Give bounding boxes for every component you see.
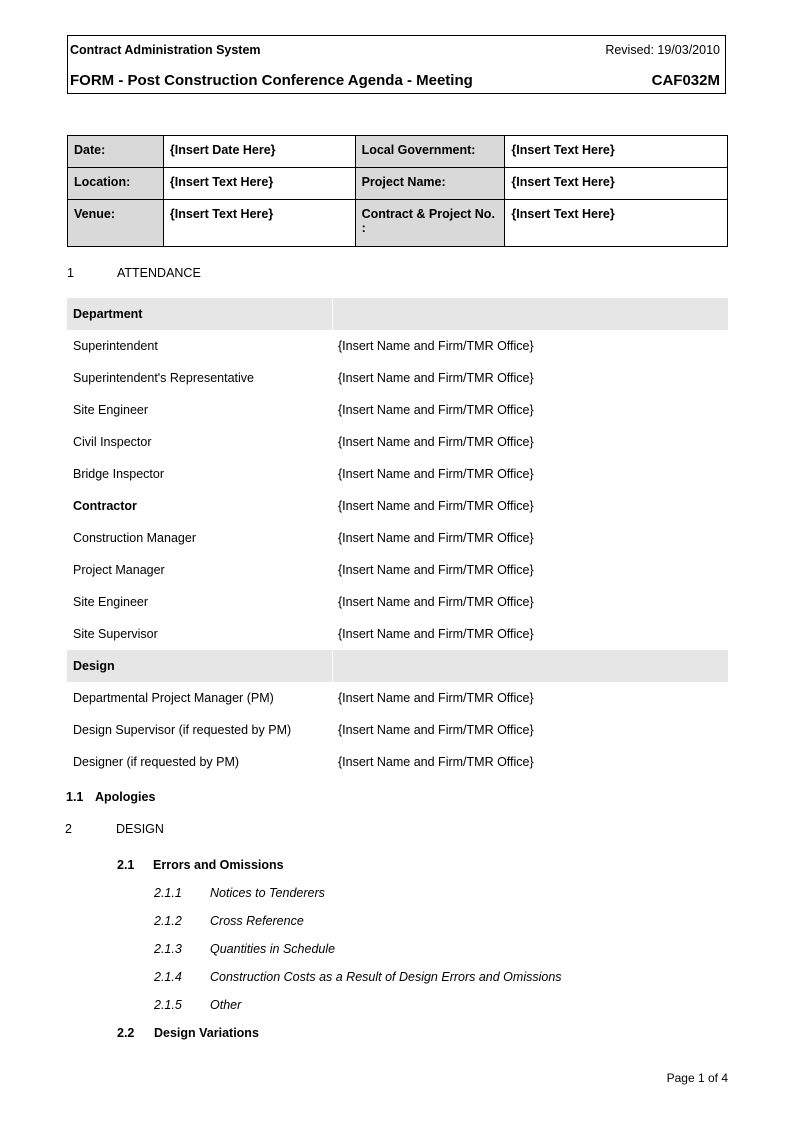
section-number: 2 bbox=[65, 822, 72, 836]
item-text: Cross Reference bbox=[210, 914, 304, 928]
item-text: Notices to Tenderers bbox=[210, 886, 325, 900]
attendee-name-field[interactable]: {Insert Name and Firm/TMR Office} bbox=[338, 435, 534, 449]
venue-field[interactable]: {Insert Text Here} bbox=[163, 200, 355, 247]
contract-project-no-label: Contract & Project No. : bbox=[355, 200, 505, 247]
attendance-row bbox=[67, 554, 728, 586]
item-2-1-4 bbox=[154, 970, 654, 990]
form-code: CAF032M bbox=[651, 72, 720, 89]
local-government-field[interactable]: {Insert Text Here} bbox=[505, 136, 728, 168]
section-number: 2.1 bbox=[117, 858, 135, 872]
item-2-1-2 bbox=[154, 914, 654, 934]
item-2-1-3 bbox=[154, 942, 654, 962]
form-title: FORM - Post Construction Conference Agenda - Meeting bbox=[70, 72, 473, 89]
attendance-row bbox=[67, 330, 728, 362]
attendance-row bbox=[67, 586, 728, 618]
attendee-role: Construction Manager bbox=[73, 531, 196, 545]
info-row-venue bbox=[68, 200, 728, 247]
attendee-role: Bridge Inspector bbox=[73, 467, 165, 481]
date-field[interactable]: {Insert Date Here} bbox=[163, 136, 355, 168]
local-government-label: Local Government: bbox=[355, 136, 505, 168]
section-number: 1.1 bbox=[66, 790, 84, 804]
attendee-role: Department bbox=[67, 298, 332, 330]
item-text: Construction Costs as a Result of Design Errors and Omissions bbox=[210, 970, 562, 984]
meeting-info-table bbox=[67, 135, 728, 247]
item-2-1-1 bbox=[154, 886, 654, 906]
group-spacer bbox=[332, 298, 728, 330]
system-name: Contract Administration System bbox=[70, 43, 261, 57]
attendee-role: Superintendent bbox=[73, 339, 158, 353]
attendee-role: Civil Inspector bbox=[73, 435, 152, 449]
attendance-row bbox=[67, 490, 728, 522]
section-title: DESIGN bbox=[116, 822, 164, 836]
item-text: Other bbox=[210, 998, 242, 1012]
attendance-row bbox=[67, 618, 728, 650]
item-text: Quantities in Schedule bbox=[210, 942, 336, 956]
attendee-role: Design bbox=[67, 650, 332, 682]
contract-project-no-field[interactable]: {Insert Text Here} bbox=[505, 200, 728, 247]
section-title: Apologies bbox=[95, 790, 156, 804]
item-number: 2.1.3 bbox=[154, 942, 182, 956]
info-row-date bbox=[68, 136, 728, 168]
group-spacer bbox=[332, 650, 728, 682]
attendance-table bbox=[67, 298, 728, 778]
date-label: Date: bbox=[68, 136, 164, 168]
info-row-location bbox=[68, 168, 728, 200]
section-number: 1 bbox=[67, 266, 74, 280]
location-label: Location: bbox=[68, 168, 164, 200]
project-name-field[interactable]: {Insert Text Here} bbox=[505, 168, 728, 200]
page-number: Page 1 of 4 bbox=[666, 1071, 728, 1085]
attendance-row bbox=[67, 394, 728, 426]
venue-label: Venue: bbox=[68, 200, 164, 247]
attendee-name-field[interactable]: {Insert Name and Firm/TMR Office} bbox=[338, 531, 534, 545]
attendee-name-field[interactable]: {Insert Name and Firm/TMR Office} bbox=[338, 467, 534, 481]
location-field[interactable]: {Insert Text Here} bbox=[163, 168, 355, 200]
attendee-name-field[interactable]: {Insert Name and Firm/TMR Office} bbox=[338, 499, 534, 513]
attendee-name-field[interactable]: {Insert Name and Firm/TMR Office} bbox=[338, 723, 534, 737]
attendee-name-field[interactable]: {Insert Name and Firm/TMR Office} bbox=[338, 371, 534, 385]
attendee-name-field[interactable]: {Insert Name and Firm/TMR Office} bbox=[338, 403, 534, 417]
attendance-group-row bbox=[67, 298, 728, 330]
section-title: Errors and Omissions bbox=[153, 858, 284, 872]
section-number: 2.2 bbox=[117, 1026, 135, 1040]
attendee-name-field[interactable]: {Insert Name and Firm/TMR Office} bbox=[338, 691, 534, 705]
attendee-role: Design Supervisor (if requested by PM) bbox=[73, 723, 292, 737]
attendee-role: Site Engineer bbox=[73, 403, 149, 417]
attendance-row bbox=[67, 682, 728, 714]
attendance-row bbox=[67, 426, 728, 458]
attendance-group-row bbox=[67, 650, 728, 682]
section-title: Design Variations bbox=[154, 1026, 259, 1040]
item-number: 2.1.5 bbox=[154, 998, 182, 1012]
item-number: 2.1.1 bbox=[154, 886, 182, 900]
attendee-name-field[interactable]: {Insert Name and Firm/TMR Office} bbox=[338, 563, 534, 577]
attendance-row bbox=[67, 362, 728, 394]
attendee-name-field[interactable]: {Insert Name and Firm/TMR Office} bbox=[338, 595, 534, 609]
section-2-2-heading bbox=[117, 1026, 417, 1040]
section-title: ATTENDANCE bbox=[117, 266, 201, 280]
form-header bbox=[67, 35, 726, 94]
project-name-label: Project Name: bbox=[355, 168, 505, 200]
attendee-role: Designer (if requested by PM) bbox=[73, 755, 240, 769]
section-1-1-heading bbox=[66, 790, 366, 804]
attendance-row bbox=[67, 746, 728, 778]
revised-date: Revised: 19/03/2010 bbox=[605, 43, 720, 57]
attendance-row bbox=[67, 522, 728, 554]
attendee-role: Contractor bbox=[73, 499, 137, 513]
attendee-role: Site Engineer bbox=[73, 595, 149, 609]
item-number: 2.1.2 bbox=[154, 914, 182, 928]
item-number: 2.1.4 bbox=[154, 970, 182, 984]
attendee-role: Project Manager bbox=[73, 563, 165, 577]
section-2-1-heading bbox=[117, 858, 417, 872]
attendee-name-field[interactable]: {Insert Name and Firm/TMR Office} bbox=[338, 755, 534, 769]
attendee-role: Site Supervisor bbox=[73, 627, 158, 641]
attendee-name-field[interactable]: {Insert Name and Firm/TMR Office} bbox=[338, 627, 534, 641]
item-2-1-5 bbox=[154, 998, 654, 1018]
attendance-row bbox=[67, 458, 728, 490]
attendee-role: Superintendent's Representative bbox=[73, 371, 254, 385]
attendee-role: Departmental Project Manager (PM) bbox=[73, 691, 274, 705]
attendee-name-field[interactable]: {Insert Name and Firm/TMR Office} bbox=[338, 339, 534, 353]
attendance-row bbox=[67, 714, 728, 746]
